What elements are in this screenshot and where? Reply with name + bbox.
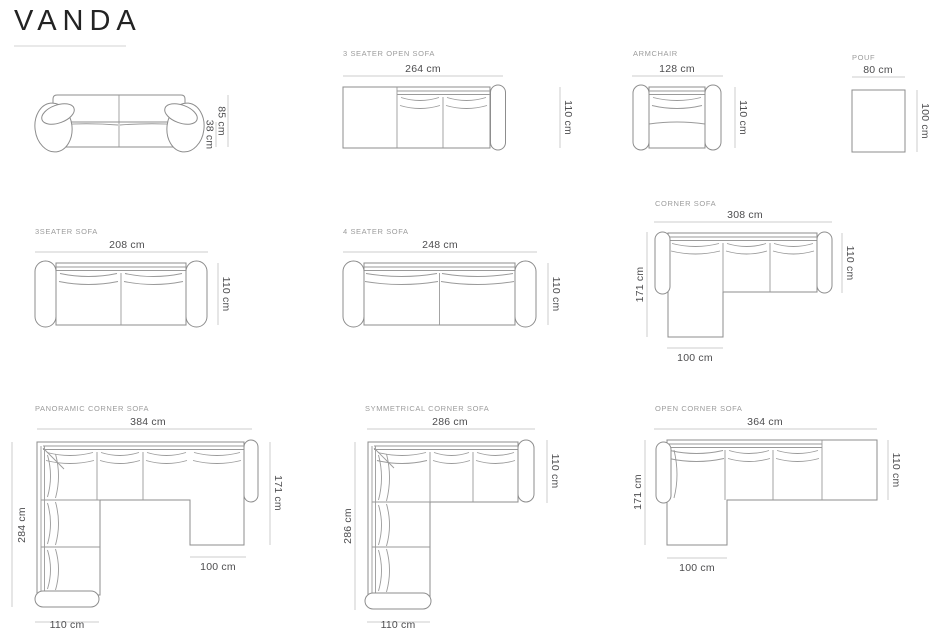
left-height-dim: 284 cm <box>16 507 28 543</box>
width-dim: 208 cm <box>109 239 145 251</box>
diagram-label: 3 SEATER OPEN SOFA <box>343 49 435 58</box>
width-dim: 384 cm <box>130 416 166 428</box>
depth-dim: 110 cm <box>550 276 562 312</box>
diagram-label: POUF <box>852 53 876 62</box>
width-dim: 308 cm <box>727 209 763 221</box>
width-dim: 286 cm <box>432 416 468 428</box>
symmetrical-corner-diagram <box>340 395 575 630</box>
diagram-label: SYMMETRICAL CORNER SOFA <box>365 404 490 413</box>
left-depth-dim: 171 cm <box>632 474 644 510</box>
brand-logo: VANDA <box>14 5 142 37</box>
width-dim: 364 cm <box>747 416 783 428</box>
depth-dim: 110 cm <box>220 276 232 312</box>
panoramic-corner-diagram <box>0 395 295 630</box>
depth-dim: 110 cm <box>737 100 749 135</box>
diagram-label: PANORAMIC CORNER SOFA <box>35 404 150 413</box>
open-corner-diagram <box>630 395 940 630</box>
sofa-front-view-diagram <box>25 78 240 178</box>
corner-sofa-diagram <box>630 190 940 370</box>
depth-dim: 110 cm <box>844 245 856 281</box>
chaise-width-dim: 100 cm <box>677 352 713 364</box>
width-dim: 128 cm <box>659 63 695 75</box>
bottom-width-dim: 110 cm <box>380 619 416 630</box>
brand-underline <box>14 45 126 47</box>
front-seat-height-dim: 38 cm <box>203 119 216 150</box>
left-height-dim: 286 cm <box>342 508 354 544</box>
width-dim: 248 cm <box>422 239 458 251</box>
bottom-width-dim: 110 cm <box>49 619 85 630</box>
diagram-label: ARMCHAIR <box>633 49 678 58</box>
front-height-dim: 85 cm <box>215 106 228 136</box>
chaise-width-dim: 100 cm <box>200 561 236 573</box>
open-3-seater-diagram <box>330 45 580 160</box>
depth-dim: 100 cm <box>919 103 931 139</box>
pouf-diagram <box>840 45 940 160</box>
diagram-label: CORNER SOFA <box>655 199 717 208</box>
right-depth-dim: 171 cm <box>272 475 284 511</box>
diagram-label: 3SEATER SOFA <box>35 227 98 236</box>
left-depth-dim: 171 cm <box>634 266 646 303</box>
right-depth-dim: 110 cm <box>890 452 902 488</box>
width-dim: 264 cm <box>405 63 441 75</box>
chaise-width-dim: 100 cm <box>679 562 715 574</box>
depth-dim: 110 cm <box>562 100 574 135</box>
armchair-diagram <box>615 45 760 160</box>
four-seater-diagram <box>330 218 565 340</box>
three-seater-diagram <box>20 218 250 340</box>
diagram-label: OPEN CORNER SOFA <box>655 404 743 413</box>
right-depth-dim: 110 cm <box>549 453 561 489</box>
diagram-label: 4 SEATER SOFA <box>343 227 409 236</box>
width-dim: 80 cm <box>863 64 893 76</box>
